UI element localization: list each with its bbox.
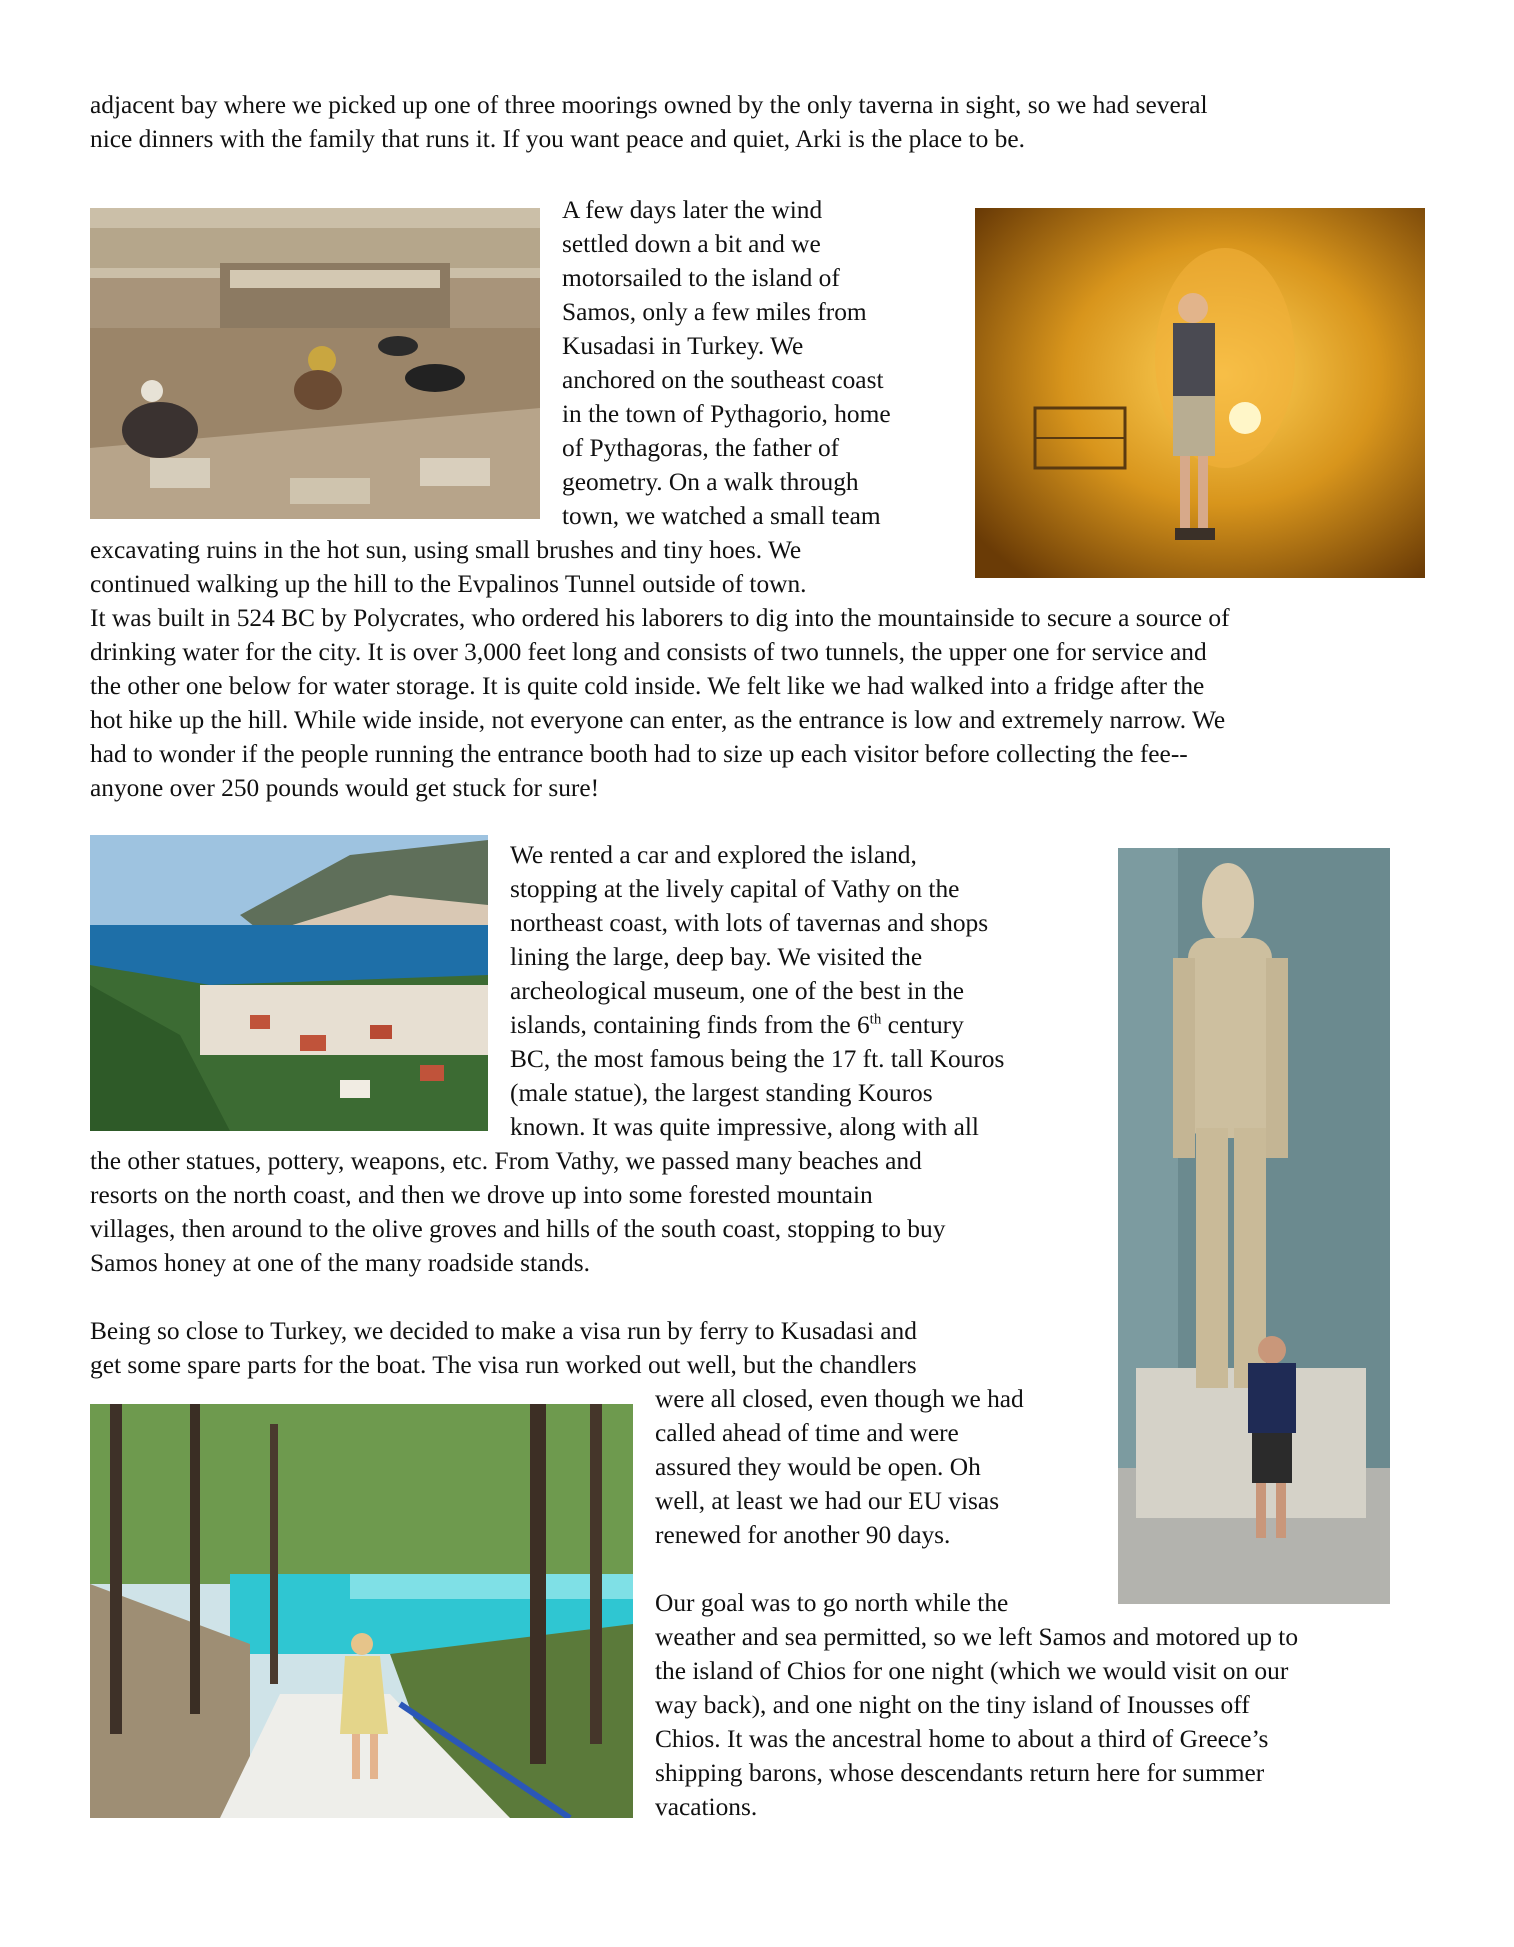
text-line: had to wonder if the people running the entrance booth had to size up each visitor before collecting the fee--	[90, 740, 1188, 768]
superscript: th	[869, 1011, 882, 1028]
text-line: known. It was quite impressive, along with all	[510, 1113, 979, 1141]
text-line: way back), and one night on the tiny island of Inousses off	[655, 1691, 1250, 1719]
text-line: town, we watched a small team	[562, 502, 881, 530]
text-line: get some spare parts for the boat. The visa run worked out well, but the chandlers	[90, 1351, 917, 1379]
text-line: shipping barons, whose descendants return here for summer	[655, 1759, 1265, 1787]
text-line: lining the large, deep bay. We visited the	[510, 943, 923, 971]
text-line: well, at least we had our EU visas	[655, 1487, 1000, 1515]
text-line: settled down a bit and we	[562, 230, 821, 258]
text-line: vacations.	[655, 1793, 758, 1821]
text-line: motorsailed to the island of	[562, 264, 840, 292]
text-line: geometry. On a walk through	[562, 468, 859, 496]
text-line: excavating ruins in the hot sun, using small brushes and tiny hoes. We	[90, 536, 802, 564]
text-line: of Pythagoras, the father of	[562, 434, 840, 462]
text-line: adjacent bay where we picked up one of three moorings owned by the only taverna in sight, so we had several	[90, 91, 1208, 119]
tunnel-photo	[975, 208, 1425, 578]
text-line: the other statues, pottery, weapons, etc. From Vathy, we passed many beaches and	[90, 1147, 922, 1175]
text-line: in the town of Pythagorio, home	[562, 400, 891, 428]
text-line	[510, 1008, 964, 1042]
text-line: anyone over 250 pounds would get stuck for sure!	[90, 774, 600, 802]
text-line: It was built in 524 BC by Polycrates, who ordered his laborers to dig into the mountainside to secure a source of	[90, 604, 1230, 632]
text-line: Kusadasi in Turkey. We	[562, 332, 804, 360]
text-line: drinking water for the city. It is over 3,000 feet long and consists of two tunnels, the upper one for service and	[90, 638, 1207, 666]
kouros-statue-photo	[1118, 848, 1390, 1604]
text-line: the island of Chios for one night (which we would visit on our	[655, 1657, 1289, 1685]
text-line: assured they would be open. Oh	[655, 1453, 981, 1481]
text-line: continued walking up the hill to the Evpalinos Tunnel outside of town.	[90, 570, 807, 598]
text-line: resorts on the north coast, and then we drove up into some forested mountain	[90, 1181, 873, 1209]
text-line: called ahead of time and were	[655, 1419, 959, 1447]
text-line: renewed for another 90 days.	[655, 1521, 951, 1549]
text-line: Samos honey at one of the many roadside stands.	[90, 1249, 590, 1277]
excavation-photo	[90, 208, 540, 519]
text-line: the other one below for water storage. It is quite cold inside. We felt like we had walked into a fridge after the	[90, 672, 1205, 700]
text-line: weather and sea permitted, so we left Samos and motored up to	[655, 1623, 1299, 1651]
vathy-bay-photo	[90, 835, 488, 1131]
text-line: northeast coast, with lots of tavernas and shops	[510, 909, 989, 937]
text-line: hot hike up the hill. While wide inside, not everyone can enter, as the entrance is low and extremely narrow. We	[90, 706, 1226, 734]
text-line: archeological museum, one of the best in the	[510, 977, 965, 1005]
text-line: stopping at the lively capital of Vathy on the	[510, 875, 960, 903]
text-line: anchored on the southeast coast	[562, 366, 884, 394]
text-line: Our goal was to go north while the	[655, 1589, 1009, 1617]
text-line: We rented a car and explored the island,	[510, 841, 917, 869]
text-line: villages, then around to the olive groves and hills of the south coast, stopping to buy	[90, 1215, 946, 1243]
text-line: BC, the most famous being the 17 ft. tall Kouros	[510, 1045, 1005, 1073]
text-line: Samos, only a few miles from	[562, 298, 867, 326]
text-line: nice dinners with the family that runs it. If you want peace and quiet, Arki is the place to be.	[90, 125, 1025, 153]
text-segment: century	[881, 1011, 964, 1039]
text-segment: islands, containing finds from the 6	[510, 1011, 870, 1039]
text-line: Chios. It was the ancestral home to about a third of Greece’s	[655, 1725, 1269, 1753]
text-line: were all closed, even though we had	[655, 1385, 1024, 1413]
text-line: Being so close to Turkey, we decided to make a visa run by ferry to Kusadasi and	[90, 1317, 917, 1345]
forest-steps-photo	[90, 1404, 633, 1818]
text-line: A few days later the wind	[562, 196, 823, 224]
text-line: (male statue), the largest standing Kouros	[510, 1079, 933, 1107]
